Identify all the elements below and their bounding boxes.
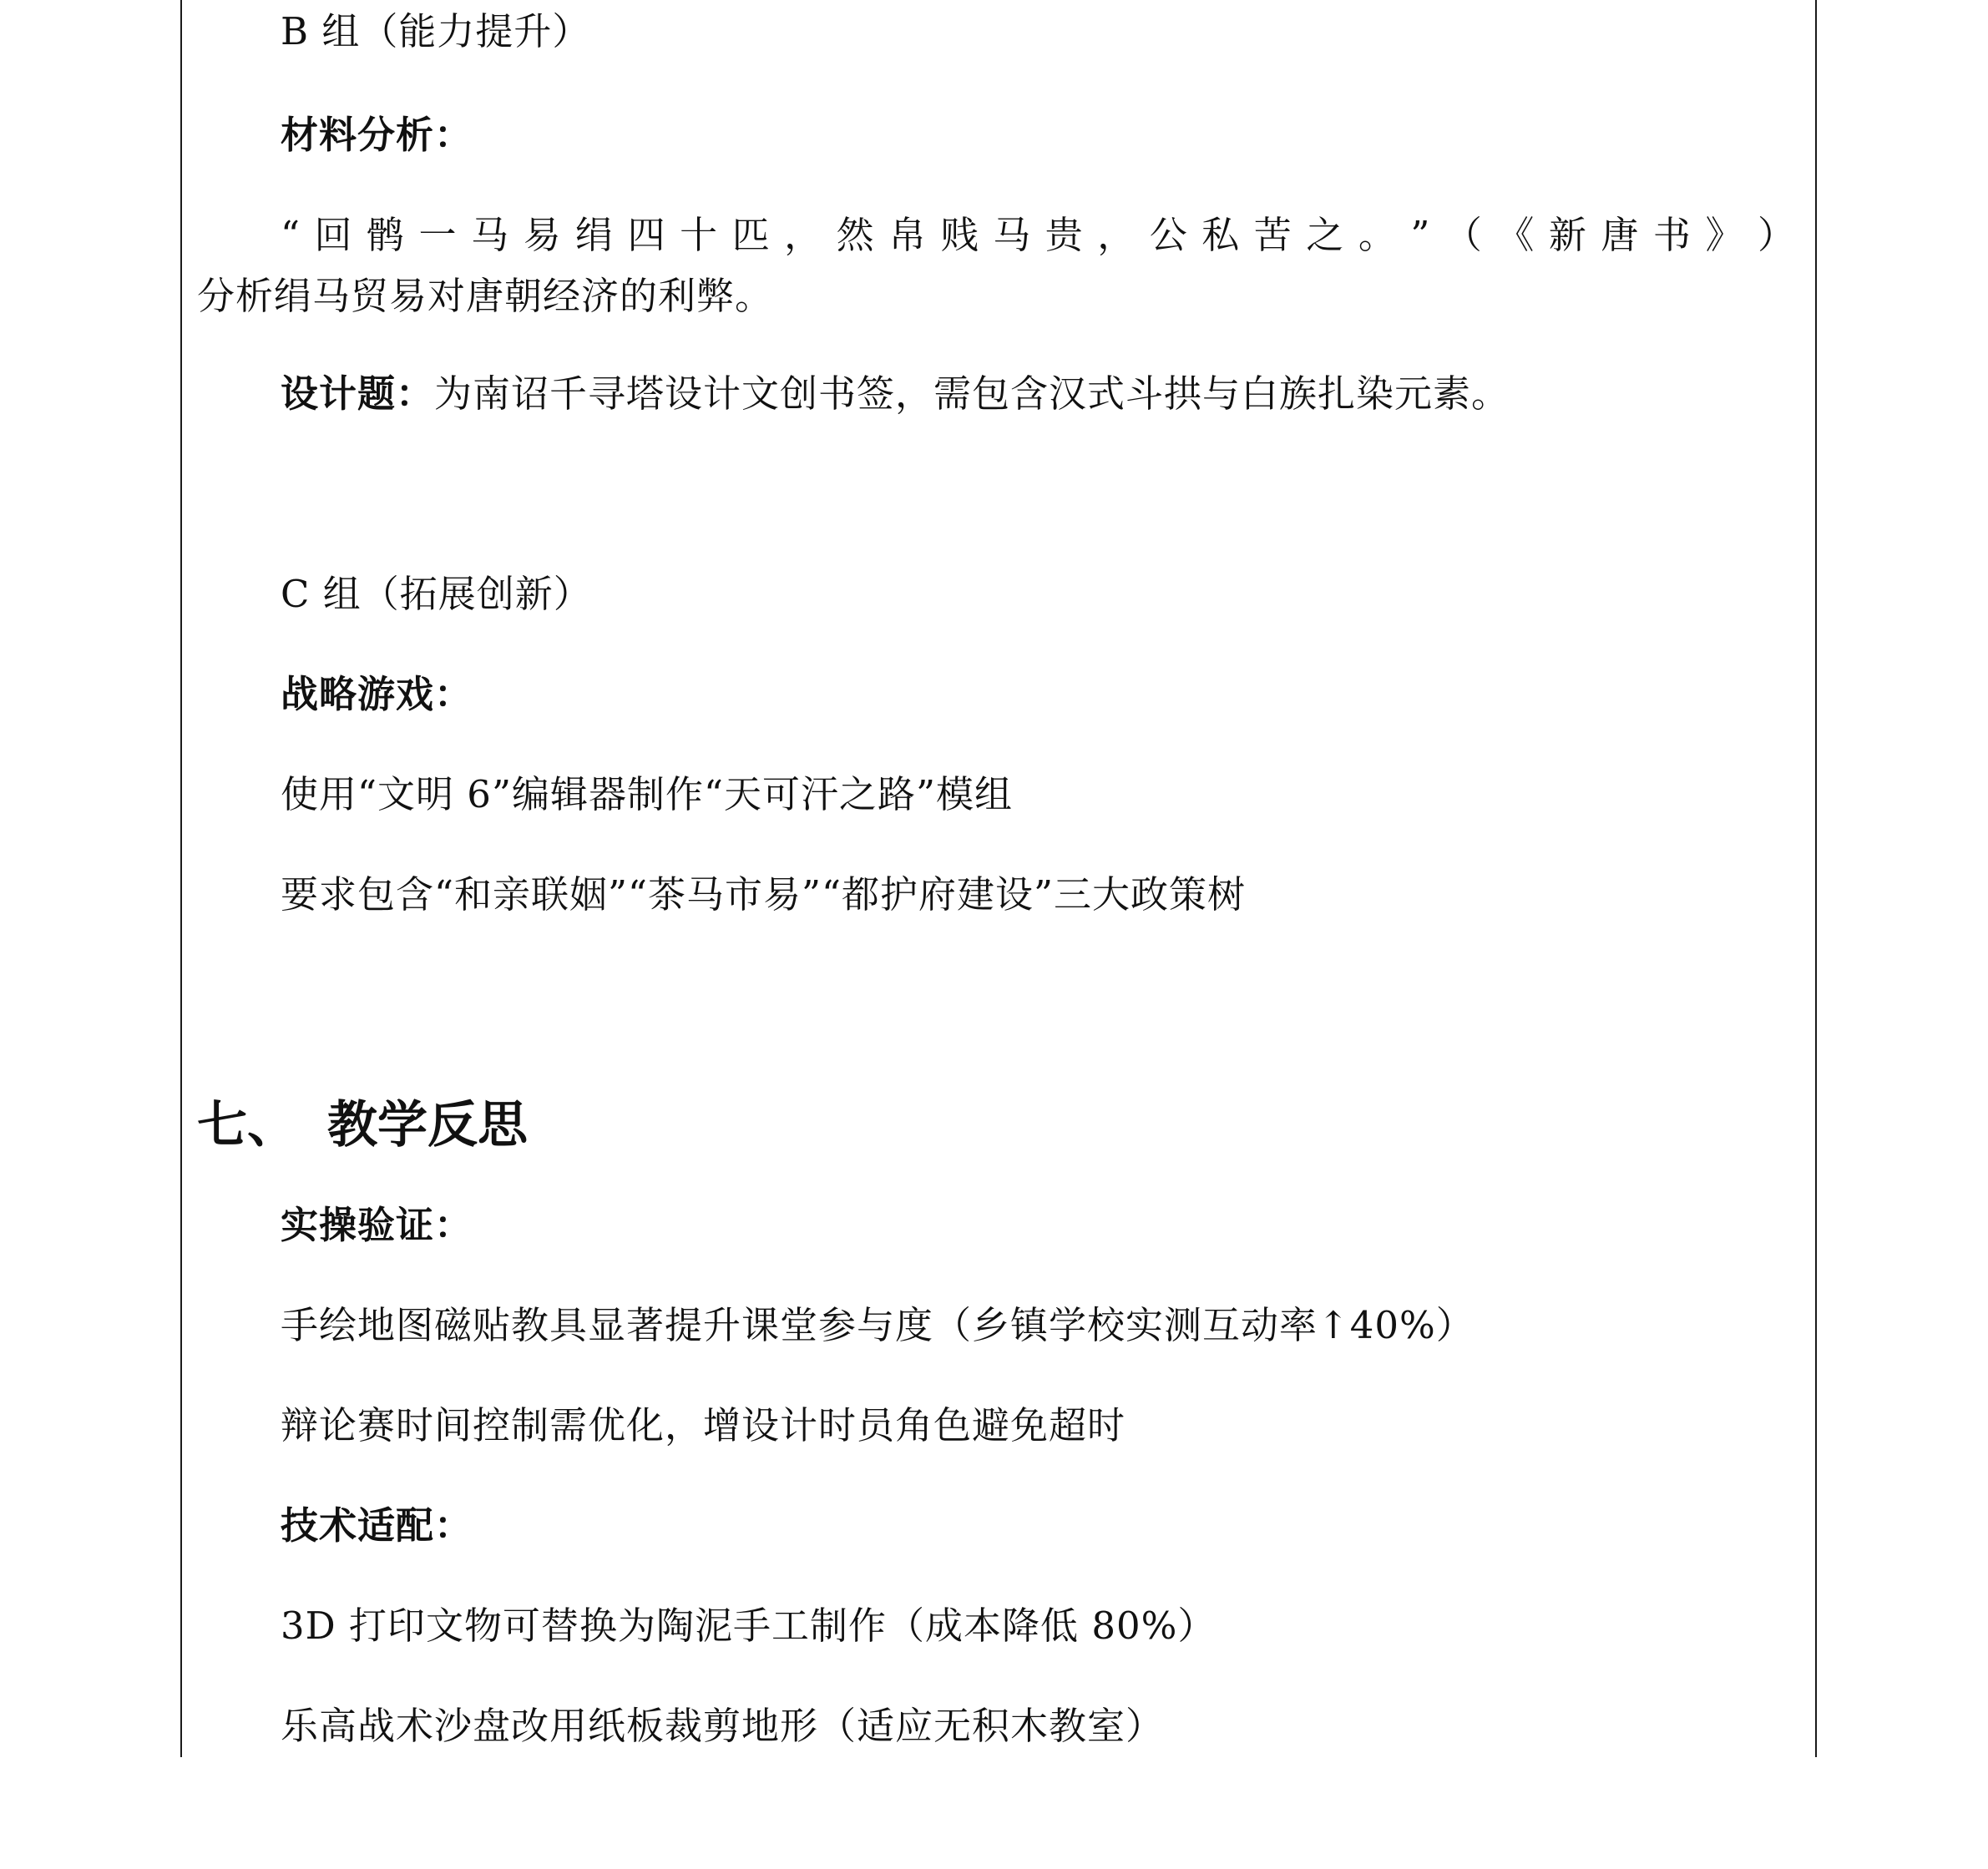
quote-continuation: 分析绢马贸易对唐朝经济的利弊。 bbox=[197, 274, 774, 318]
quote-char: ） bbox=[1757, 213, 1795, 257]
quote-char: 易 bbox=[523, 213, 561, 257]
quote-char: 一 bbox=[418, 213, 457, 257]
quote-char: 匹 bbox=[731, 213, 770, 257]
quote-char: 马 bbox=[993, 213, 1031, 257]
practice-item-2: 辩论赛时间控制需优化，增设计时员角色避免超时 bbox=[281, 1403, 1126, 1447]
quote-char: 《 bbox=[1496, 213, 1535, 257]
quote-char: 私 bbox=[1201, 213, 1240, 257]
quote-char: 》 bbox=[1705, 213, 1743, 257]
section-seven-heading bbox=[197, 1095, 528, 1155]
design-task bbox=[281, 371, 1510, 417]
quote-char: 回 bbox=[314, 213, 352, 257]
quote-char: 马 bbox=[471, 213, 509, 257]
quote-char: “ bbox=[281, 213, 301, 257]
table-left-border bbox=[180, 0, 182, 1757]
quote-char: 公 bbox=[1149, 213, 1187, 257]
quote-char: 新 bbox=[1548, 213, 1586, 257]
quote-char: 鹘 bbox=[367, 213, 405, 257]
tech-item-2: 乐高战术沙盘改用纸板裁剪地形（适应无积木教室） bbox=[281, 1704, 1165, 1748]
quote-char: 然 bbox=[836, 213, 874, 257]
quote-char: 苦 bbox=[1253, 213, 1292, 257]
practice-item-1: 手绘地图磁贴教具显著提升课堂参与度（乡镇学校实测互动率↑40%） bbox=[281, 1303, 1475, 1347]
quote-char: （ bbox=[1444, 213, 1482, 257]
group-b-title: B 组（能力提升） bbox=[281, 9, 591, 53]
quote-char: 书 bbox=[1652, 213, 1691, 257]
game-line-2: 要求包含“和亲联姻”“茶马市易”“都护府建设”三大政策树 bbox=[281, 872, 1247, 917]
quote-char: 。 bbox=[1358, 213, 1396, 257]
section-number: 七、 bbox=[197, 1096, 297, 1154]
game-line-1: 使用“文明 6”编辑器制作“天可汗之路”模组 bbox=[281, 772, 1013, 816]
quote-line bbox=[281, 212, 1795, 259]
group-c-title: C 组（拓展创新） bbox=[281, 572, 592, 616]
quote-char: ， bbox=[1097, 213, 1136, 257]
quote-char: 之 bbox=[1306, 213, 1344, 257]
quote-char: 绢 bbox=[575, 213, 614, 257]
quote-char: ” bbox=[1410, 213, 1430, 257]
section-title: 教学反思 bbox=[327, 1096, 528, 1154]
quote-char: 唐 bbox=[1601, 213, 1639, 257]
quote-char: ， bbox=[784, 213, 822, 257]
table-right-border bbox=[1815, 0, 1817, 1757]
quote-char: 贱 bbox=[940, 213, 979, 257]
design-label: 设计题： bbox=[281, 371, 435, 416]
quote-char: 帛 bbox=[888, 213, 927, 257]
material-analysis-label: 材料分析： bbox=[281, 113, 473, 157]
quote-char: 十 bbox=[680, 213, 718, 257]
quote-char: 四 bbox=[627, 213, 665, 257]
strategy-game-label: 战略游戏： bbox=[281, 672, 473, 716]
tech-label: 技术适配： bbox=[281, 1503, 473, 1548]
quote-char: 贵 bbox=[1045, 213, 1083, 257]
tech-item-1: 3D 打印文物可替换为陶泥手工制作（成本降低 80%） bbox=[281, 1604, 1217, 1648]
practice-label: 实操验证： bbox=[281, 1203, 473, 1247]
design-text: 为南诏千寻塔设计文创书签，需包含汉式斗拱与白族扎染元素。 bbox=[434, 371, 1510, 416]
